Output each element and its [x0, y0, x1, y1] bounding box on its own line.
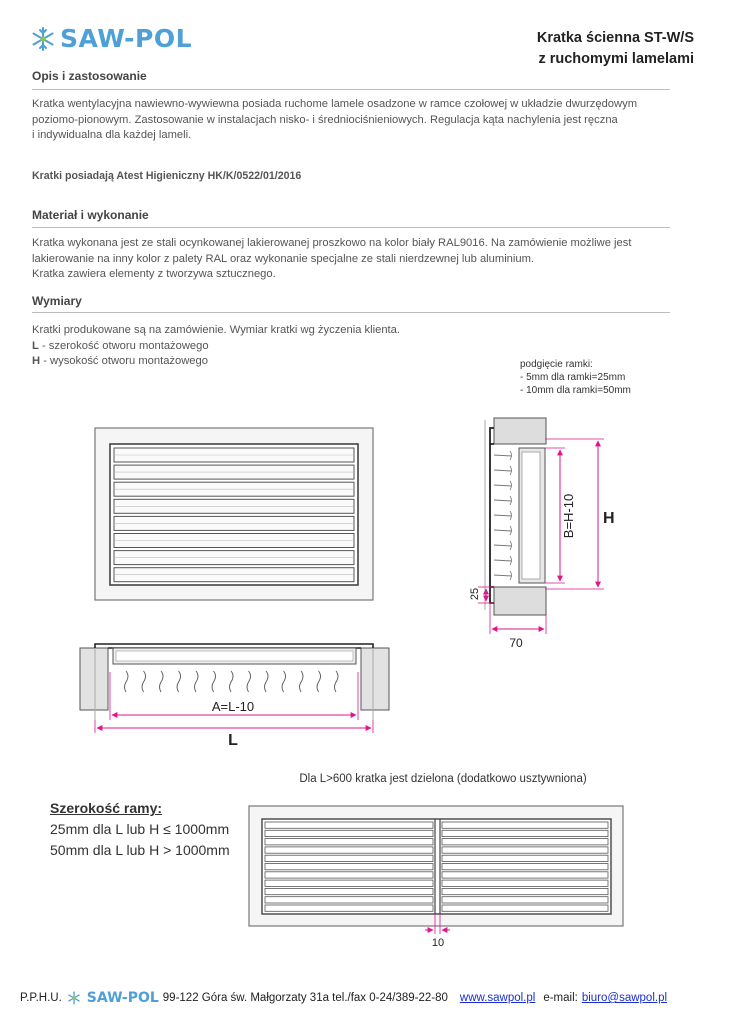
material-line: Kratka zawiera elementy z tworzywa sztucznego. [32, 268, 276, 280]
label-A: A=L-10 [211, 699, 255, 714]
lamella [265, 864, 433, 870]
split-note: Dla L>600 kratka jest dzielona (dodatkowo usztywniona) [299, 773, 587, 785]
flange-note-line: - 5mm dla ramki=25mm [520, 372, 626, 383]
frame-width-line: 25mm dla L lub H ≤ 1000mm [50, 821, 230, 837]
lamella [265, 830, 433, 836]
side-fin [494, 500, 512, 501]
footer-brand: SAW-POL [86, 990, 159, 1006]
lamella [265, 872, 433, 878]
grille-front-view [95, 428, 373, 600]
top-fin [300, 671, 304, 692]
lamella [442, 880, 608, 886]
lamella [442, 830, 608, 836]
side-fin [494, 515, 512, 516]
opis-line: poziomo-pionowym. Zastosowanie w instalacjach nisko- i średniociśnieniowych. Regulacja kąta nachylenia jest ręczna [32, 113, 618, 126]
dimension-B [545, 448, 576, 583]
opis-line: i indywidualna dla każdej lameli. [32, 129, 192, 141]
top-fin [177, 671, 181, 692]
email-link[interactable]: biuro@sawpol.pl [581, 992, 668, 1004]
side-fin [494, 455, 512, 456]
lamella [265, 897, 433, 903]
material-line: lakierowanie na inny kolor z palety RAL oraz wykonanie specjalne ze stali nierdzewnej lub aluminium. [32, 252, 535, 265]
frame-width-heading: Szerokość ramy: [50, 800, 163, 816]
lamella [265, 855, 433, 861]
flange-note-line: podgięcie ramki: [520, 359, 593, 370]
brand-name: SAW-POL [60, 24, 193, 53]
side-fin [494, 530, 512, 531]
frame-width-line: 50mm dla L lub H > 1000mm [50, 842, 230, 858]
side-fin [494, 575, 512, 576]
lamella [442, 897, 608, 903]
lamella [442, 872, 608, 878]
L-desc: - szerokość otworu montażowego [38, 339, 209, 352]
lamella [265, 888, 433, 894]
top-fin [160, 671, 164, 692]
snowflake-icon [67, 991, 81, 1005]
label-70: 70 [509, 636, 523, 650]
title-line-1: Kratka ścienna ST-W/S [536, 30, 694, 46]
dimension-H [545, 439, 615, 589]
wymiary-intro: Kratki produkowane są na zamówienie. Wymiar kratki wg życzenia klienta. [32, 324, 400, 336]
footer [20, 990, 667, 1006]
website-link[interactable]: www.sawpol.pl [459, 992, 536, 1004]
lamella [442, 864, 608, 870]
lamella [265, 847, 433, 853]
dimension-A [110, 672, 358, 720]
section-heading-wymiary: Wymiary [32, 294, 82, 308]
side-fin [494, 470, 512, 471]
section-heading-material: Materiał i wykonanie [32, 208, 149, 222]
label-H: H [603, 510, 615, 527]
top-fin [282, 671, 286, 692]
label-L: L [228, 732, 238, 749]
footer-prefix: P.P.H.U. [20, 992, 62, 1004]
top-fin [212, 671, 216, 692]
H-key: H [32, 355, 41, 367]
lamella [442, 822, 608, 828]
top-fin [335, 671, 339, 692]
lamella [442, 888, 608, 894]
side-fin [494, 545, 512, 546]
lamella [442, 847, 608, 853]
top-fin [142, 671, 146, 692]
H-desc: - wysokość otworu montażowego [40, 355, 208, 367]
lamella [442, 905, 608, 911]
footer-address: 99-122 Góra św. Małgorzaty 31a tel./fax 0-24/389-22-80 [162, 992, 448, 1004]
material-line: Kratka wykonana jest ze stali ocynkowanej lakierowanej proszkowo na kolor biały RAL9016. Na zamówienie możliwe jest [32, 237, 632, 249]
section-heading-opis: Opis i zastosowanie [32, 69, 147, 83]
top-fin [317, 671, 321, 692]
opis-line: Kratka wentylacyjna nawiewno-wywiewna posiada ruchome lamele osadzone w ramce czołowej w układzie dwurzędowym [32, 98, 638, 110]
title-line-2: z ruchomymi lamelami [538, 51, 694, 67]
side-fin [494, 485, 512, 486]
top-fin [265, 671, 269, 692]
top-fin [230, 671, 234, 692]
grille-split-view [249, 806, 623, 926]
label-B: B=H-10 [561, 493, 576, 539]
top-fin [247, 671, 251, 692]
lamella [265, 839, 433, 845]
top-fin [125, 671, 129, 692]
lamella [265, 822, 433, 828]
grille-side-section [485, 418, 546, 615]
email-label: e-mail: [543, 992, 578, 1004]
top-fin [195, 671, 199, 692]
atest-statement: Kratki posiadają Atest Higieniczny HK/K/0522/01/2016 [32, 170, 302, 182]
label-10: 10 [431, 937, 445, 949]
lamella [265, 880, 433, 886]
lamella [442, 855, 608, 861]
dimension-L [95, 720, 373, 749]
lamella [442, 839, 608, 845]
side-fin [494, 560, 512, 561]
lamella [265, 905, 433, 911]
label-25: 25 [469, 587, 481, 601]
L-key: L [32, 339, 39, 352]
flange-note-line: - 10mm dla ramki=50mm [520, 385, 631, 396]
